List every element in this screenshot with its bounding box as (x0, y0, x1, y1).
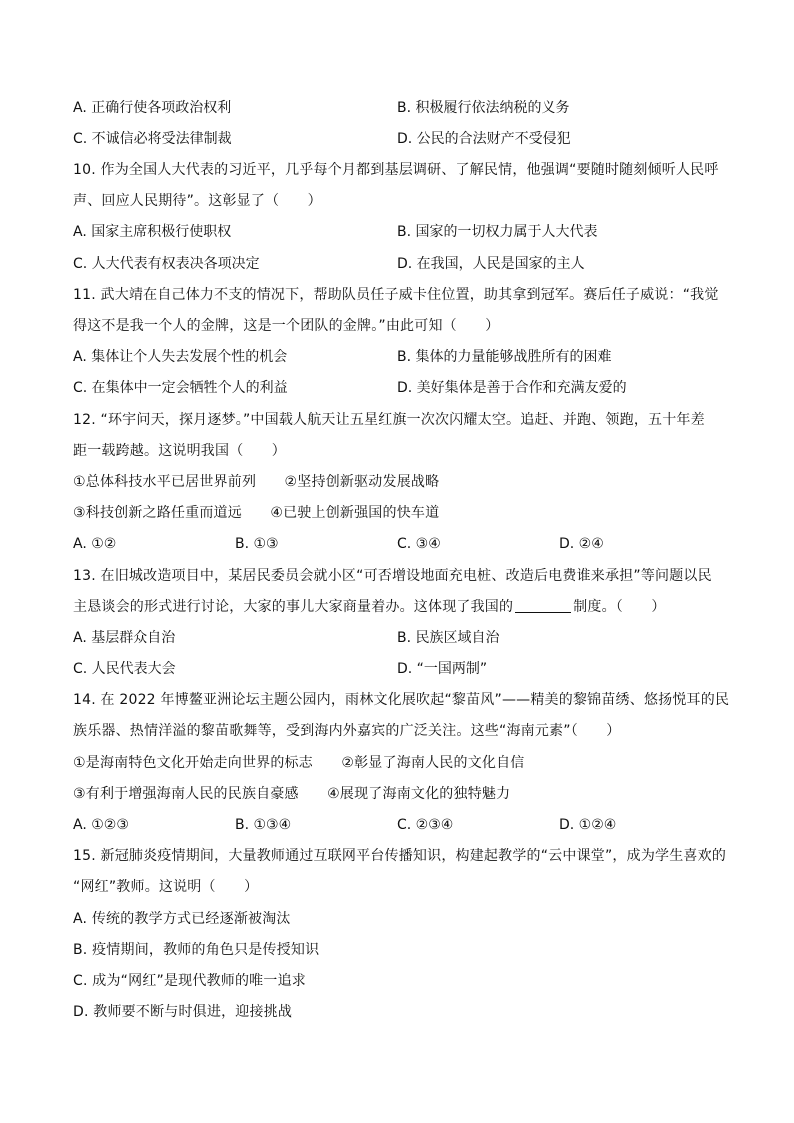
q11-stem-line-1: 11. 武大靖在自己体力不支的情况下，帮助队员任子威卡住位置，助其拿到冠军。赛后任子威说：“我觉 (73, 287, 719, 303)
q9-options-row-1 (73, 98, 733, 118)
q13-options-row-2 (73, 659, 733, 679)
q13-stem-line-2-before-blank: 主恳谈会的形式进行讨论，大家的事儿大家商量着办。这体现了我国的 (73, 599, 514, 615)
q11-option-b[interactable]: B. 集体的力量能够战胜所有的困难 (397, 349, 612, 365)
q15-option-d[interactable]: D. 教师要不断与时俱进，迎接挑战 (73, 1004, 293, 1020)
q10-options-row-1 (73, 222, 733, 242)
q9-option-d[interactable]: D. 公民的合法财产不受侵犯 (397, 131, 571, 147)
q9-option-a[interactable]: A. 正确行使各项政治权利 (73, 100, 232, 116)
q11-options-row-2 (73, 378, 733, 398)
q13-option-d[interactable]: D. “一国两制” (397, 661, 488, 677)
q13-stem-line-2 (73, 597, 666, 617)
q14-statements-1-2: ①是海南特色文化开始走向世界的标志 ②彰显了海南人民的文化自信 (73, 755, 525, 771)
q13-option-a[interactable]: A. 基层群众自治 (73, 630, 176, 646)
q10-options-row-2 (73, 254, 733, 274)
q14-stem-line-2: 族乐器、热情洋溢的黎苗歌舞等，受到海内外嘉宾的广泛关注。这些“海南元素”（ ） (73, 723, 621, 739)
q9-options-row-2 (73, 129, 733, 149)
q14-stem-line-1: 14. 在 2022 年博鳌亚洲论坛主题公园内，雨林文化展吹起“黎苗风”——精美的黎锦苗绣、悠扬悦耳的民 (73, 692, 730, 708)
q10-option-d[interactable]: D. 在我国，人民是国家的主人 (397, 256, 585, 272)
q9-option-b[interactable]: B. 积极履行依法纳税的义务 (397, 100, 570, 116)
q14-option-d[interactable]: D. ①②④ (559, 817, 617, 833)
q10-option-b[interactable]: B. 国家的一切权力属于人大代表 (397, 224, 598, 240)
q12-options-row (73, 534, 733, 554)
q13-option-b[interactable]: B. 民族区域自治 (397, 630, 500, 646)
q15-option-c[interactable]: C. 成为“网红”是现代教师的唯一追求 (73, 973, 306, 989)
q11-option-d[interactable]: D. 美好集体是善于合作和充满友爱的 (397, 380, 627, 396)
q14-option-a[interactable]: A. ①②③ (73, 817, 129, 833)
q12-stem-line-1: 12. “环宇问天，探月逐梦。”中国载人航天让五星红旗一次次闪耀太空。追赶、并跑、领跑，五十年差 (73, 412, 705, 428)
q13-stem-line-2-after-blank: 制度。（ ） (573, 599, 666, 615)
q15-option-b[interactable]: B. 疫情期间，教师的角色只是传授知识 (73, 942, 320, 958)
q11-option-c[interactable]: C. 在集体中一定会牺牲个人的利益 (73, 380, 288, 396)
q12-statements-3-4: ③科技创新之路任重而道远 ④已驶上创新强国的快车道 (73, 505, 440, 521)
q12-statements-1-2: ①总体科技水平已居世界前列 ②坚持创新驱动发展战略 (73, 474, 440, 490)
q11-option-a[interactable]: A. 集体让个人失去发展个性的机会 (73, 349, 288, 365)
q14-options-row (73, 815, 733, 835)
q14-option-c[interactable]: C. ②③④ (397, 817, 454, 833)
q15-stem-line-1: 15. 新冠肺炎疫情期间，大量教师通过互联网平台传播知识，构建起教学的“云中课堂”，成为学生喜欢的 (73, 848, 727, 864)
q12-option-c[interactable]: C. ③④ (397, 536, 441, 552)
q10-stem-line-1: 10. 作为全国人大代表的习近平，几乎每个月都到基层调研、了解民情，他强调“要随时随刻倾听人民呼 (73, 162, 719, 178)
q12-option-a[interactable]: A. ①② (73, 536, 117, 552)
q14-statements-3-4: ③有利于增强海南人民的民族自豪感 ④展现了海南文化的独特魅力 (73, 786, 511, 802)
q11-stem-line-2: 得这不是我一个人的金牌，这是一个团队的金牌。”由此可知（ ） (73, 318, 500, 334)
q12-stem-line-2: 距一载跨越。这说明我国（ ） (73, 443, 286, 459)
q12-option-b[interactable]: B. ①③ (235, 536, 279, 552)
q9-option-c[interactable]: C. 不诚信必将受法律制裁 (73, 131, 232, 147)
q10-option-c[interactable]: C. 人大代表有权表决各项决定 (73, 256, 260, 272)
q10-stem-line-2: 声、回应人民期待”。这彰显了（ ） (73, 193, 322, 209)
q10-option-a[interactable]: A. 国家主席积极行使职权 (73, 224, 232, 240)
q11-options-row-1 (73, 347, 733, 367)
q13-option-c[interactable]: C. 人民代表大会 (73, 661, 176, 677)
q14-option-b[interactable]: B. ①③④ (235, 817, 292, 833)
q15-stem-line-2: “网红”教师。这说明（ ） (73, 879, 259, 895)
q13-answer-blank (515, 598, 571, 613)
q12-option-d[interactable]: D. ②④ (559, 536, 604, 552)
q13-options-row-1 (73, 628, 733, 648)
q15-option-a[interactable]: A. 传统的教学方式已经逐渐被淘汰 (73, 911, 291, 927)
q13-stem-line-1: 13. 在旧城改造项目中，某居民委员会就小区“可否增设地面充电桩、改造后电费谁来承担”等问题以民 (73, 568, 712, 584)
